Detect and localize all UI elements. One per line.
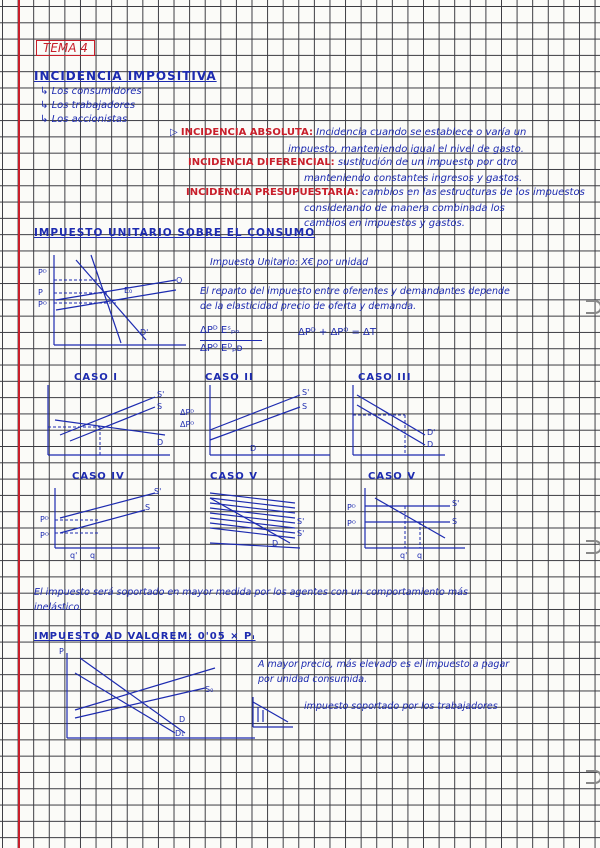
case-graph <box>345 385 445 460</box>
case-graph <box>40 488 160 558</box>
label: S <box>302 402 308 411</box>
case-graph <box>345 488 465 558</box>
unit-tax-graph <box>36 255 186 350</box>
page-title: INCIDENCIA IMPOSITIVA <box>34 69 217 83</box>
definition-absoluta: ▷ INCIDENCIA ABSOLUTA: Incidencia cuando se establece o varía un <box>170 127 527 138</box>
label-d: D <box>179 715 186 724</box>
label: S <box>157 402 163 411</box>
label: q <box>417 551 423 560</box>
case-title: CASO V <box>368 471 417 482</box>
definition-text: cambios en impuestos y gastos. <box>304 218 465 229</box>
case-graph <box>180 385 330 460</box>
definition-text: manteniendo constantes ingresos y gastos. <box>304 173 523 184</box>
intro-item: ↳ Los accionistas <box>40 114 128 125</box>
label: Pᴰ <box>347 503 356 512</box>
label-p: P <box>38 288 43 297</box>
definition-text: considerando de manera combinada los <box>304 203 505 214</box>
conclusion-text: El impuesto será soportado en mayor medida por los agentes con un comportamiento más <box>34 587 468 598</box>
formula-numerator: ΔPᴰ Eˢₚₒ <box>200 325 240 336</box>
label: q' <box>400 551 408 560</box>
label-so: S₀ <box>205 685 214 694</box>
case-graph <box>200 488 310 558</box>
label-pd: Pᴰ <box>38 268 47 277</box>
label-p: P <box>59 647 64 656</box>
label: D <box>157 438 164 447</box>
label: Pᴰ <box>40 515 49 524</box>
binder-ring <box>586 300 600 314</box>
label-d1: D₁ <box>175 729 185 738</box>
label: S' <box>302 388 310 397</box>
label: D <box>427 440 434 449</box>
label: S' <box>297 517 305 526</box>
topic-tag: TEMA 4 <box>36 40 95 56</box>
definition-diferencial: INCIDENCIA DIFERENCIAL: sustitución de un impuesto por otro <box>188 157 517 168</box>
label: q <box>90 551 96 560</box>
label: D <box>272 539 279 548</box>
section-heading-unitario: IMPUESTO UNITARIO SOBRE EL CONSUMO <box>34 227 316 239</box>
binder-ring <box>586 540 600 554</box>
label: S' <box>157 390 165 399</box>
ad-valorem-note: A mayor precio, más elevado es el impuesto a pagar <box>258 659 510 670</box>
label: Pᴼ <box>347 519 356 528</box>
label: S <box>452 517 458 526</box>
label: Pᴼ <box>40 531 49 540</box>
definition-text: impuesto, manteniendo igual el nivel de gasto. <box>288 144 524 155</box>
formula-denominator: ΔPᴼ Eᴰₚᴅ <box>200 343 243 354</box>
ad-valorem-graph <box>55 648 255 743</box>
label: ΔPᴼ <box>180 420 195 429</box>
label: S <box>145 503 151 512</box>
label-eo: E₀ <box>124 286 133 295</box>
case-graph <box>40 385 170 460</box>
section-heading-ad-valorem: IMPUESTO AD VALOREM: 0'05 × Pᵢ <box>34 631 256 642</box>
label-o: O <box>176 276 183 285</box>
label: S' <box>452 499 460 508</box>
label: S' <box>297 529 305 538</box>
tax-burden-triangle <box>248 692 298 737</box>
ad-valorem-note: por unidad consumida. <box>258 674 368 685</box>
intro-item: ↳ Los trabajadores <box>40 100 136 111</box>
label: D <box>250 444 257 453</box>
case-title: CASO I <box>74 372 118 383</box>
formula-bar <box>200 340 262 341</box>
binder-ring <box>586 770 600 784</box>
ad-valorem-note-2: impuesto soportado por los trabajadores <box>304 701 498 712</box>
case-title: CASO IV <box>72 471 125 482</box>
margin-line <box>18 0 20 848</box>
formula-sum: ΔPᴰ + ΔPᴼ = ΔT <box>298 327 376 338</box>
label: S' <box>154 487 162 496</box>
definition-presupuestaria: INCIDENCIA PRESUPUESTARIA: cambios en las estructuras de los impuestos <box>186 187 585 198</box>
intro-item: ↳ Los consumidores <box>40 86 142 97</box>
label: D' <box>427 428 436 437</box>
reparto-text: El reparto del impuesto entre oferentes y demandantes depende <box>200 286 510 297</box>
case-title: CASO V <box>210 471 259 482</box>
conclusion-text: inelástico. <box>34 602 83 613</box>
label: ΔPᴰ <box>180 408 195 417</box>
reparto-text: de la elasticidad precio de oferta y demanda. <box>200 301 417 312</box>
label-d1: D' <box>140 328 149 337</box>
tax-note: Impuesto Unitario: X€ por unidad <box>210 257 369 268</box>
label-po: Pᴼ <box>38 300 47 309</box>
label: q' <box>70 551 78 560</box>
case-title: CASO II <box>205 372 254 383</box>
case-title: CASO III <box>358 372 412 383</box>
